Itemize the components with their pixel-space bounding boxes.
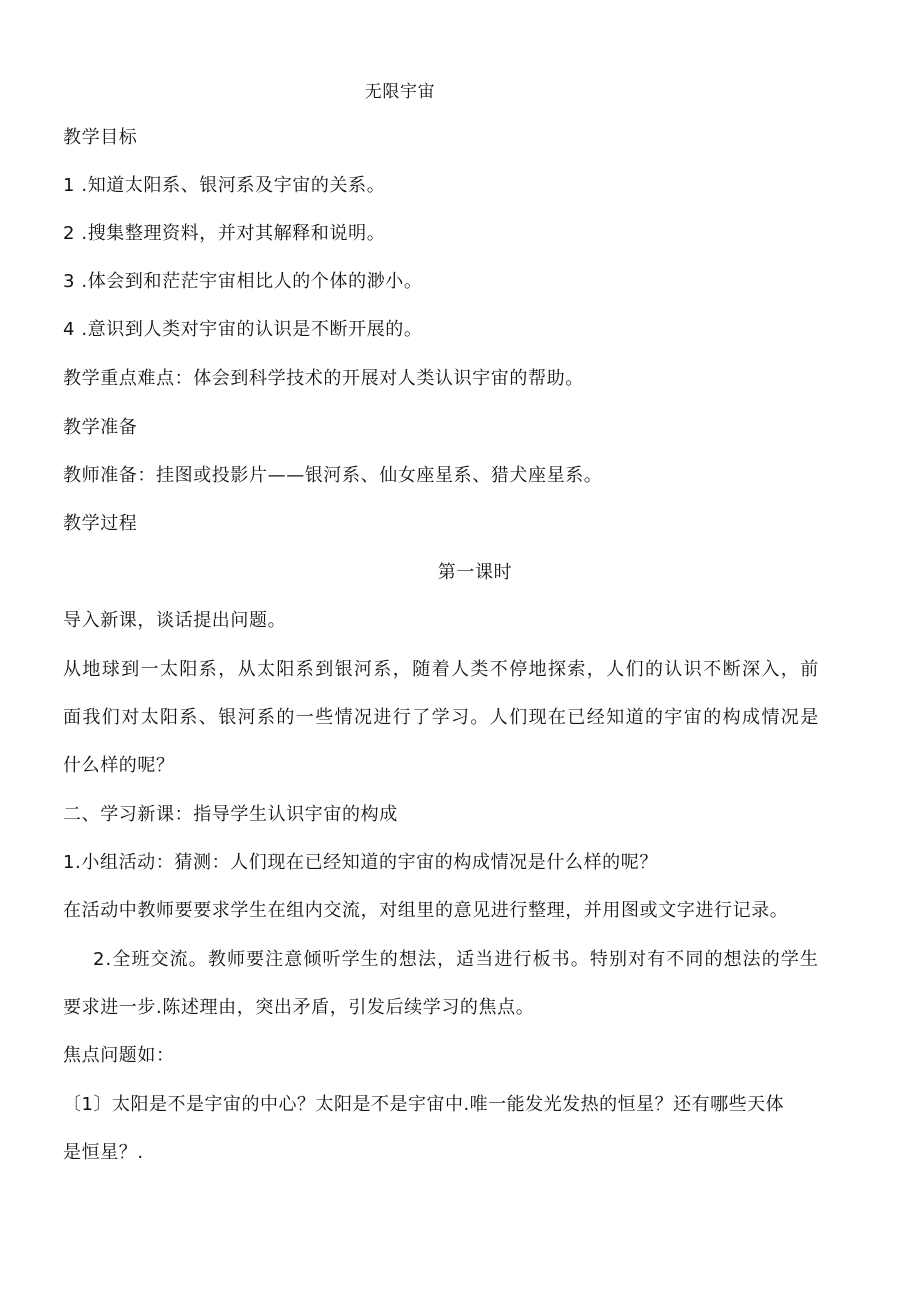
activity-1-note: 在活动中教师要要求学生在组内交流，对组里的意见进行整理，并用图或文字进行记录。 <box>63 900 789 921</box>
intro-paragraph-line: 什么样的呢？ <box>63 755 175 776</box>
objective-item: 4 .意识到人类对宇宙的认识是不断开展的。 <box>63 319 423 340</box>
key-difficulty: 教学重点难点：体会到科学技术的开展对人类认识宇宙的帮助。 <box>63 368 584 389</box>
lesson-title: 第一课时 <box>437 562 513 583</box>
prep-heading: 教学准备 <box>63 417 138 438</box>
intro-line: 导入新课，谈话提出问题。 <box>63 610 287 631</box>
objective-item: 3 .体会到和茫茫宇宙相比人的个体的渺小。 <box>63 271 423 292</box>
objectives-heading: 教学目标 <box>63 127 138 148</box>
intro-paragraph-line: 面我们对太阳系、银河系的一些情况进行了学习。人们现在已经知道的宇宙的构成情况是 <box>63 707 820 728</box>
activity-1: 1.小组活动：猜测：人们现在已经知道的宇宙的构成情况是什么样的呢？ <box>63 852 658 873</box>
process-heading: 教学过程 <box>63 513 138 534</box>
activity-2-line: 要求进一步.陈述理由，突出矛盾，引发后续学习的焦点。 <box>63 997 535 1018</box>
activity-2-line: 2.全班交流。教师要注意倾听学生的想法，适当进行板书。特别对有不同的想法的学生 <box>93 949 820 970</box>
objective-item: 1 .知道太阳系、银河系及宇宙的关系。 <box>63 175 386 196</box>
focus-question-line: 〔1〕太阳是不是宇宙的中心？太阳是不是宇宙中.唯一能发光发热的恒星？还有哪些天体 <box>63 1094 785 1115</box>
objective-item: 2 .搜集整理资料，并对其解释和说明。 <box>63 223 386 244</box>
document-title: 无限宇宙 <box>364 82 436 102</box>
intro-paragraph-line: 从地球到一太阳系，从太阳系到银河系，随着人类不停地探索，人们的认识不断深入，前 <box>63 659 820 680</box>
section-two-heading: 二、学习新课：指导学生认识宇宙的构成 <box>63 804 398 825</box>
focus-heading: 焦点问题如： <box>63 1045 175 1066</box>
focus-question-line: 是恒星？. <box>63 1142 144 1163</box>
teacher-prep: 教师准备：挂图或投影片——银河系、仙女座星系、猎犬座星系。 <box>63 465 603 486</box>
